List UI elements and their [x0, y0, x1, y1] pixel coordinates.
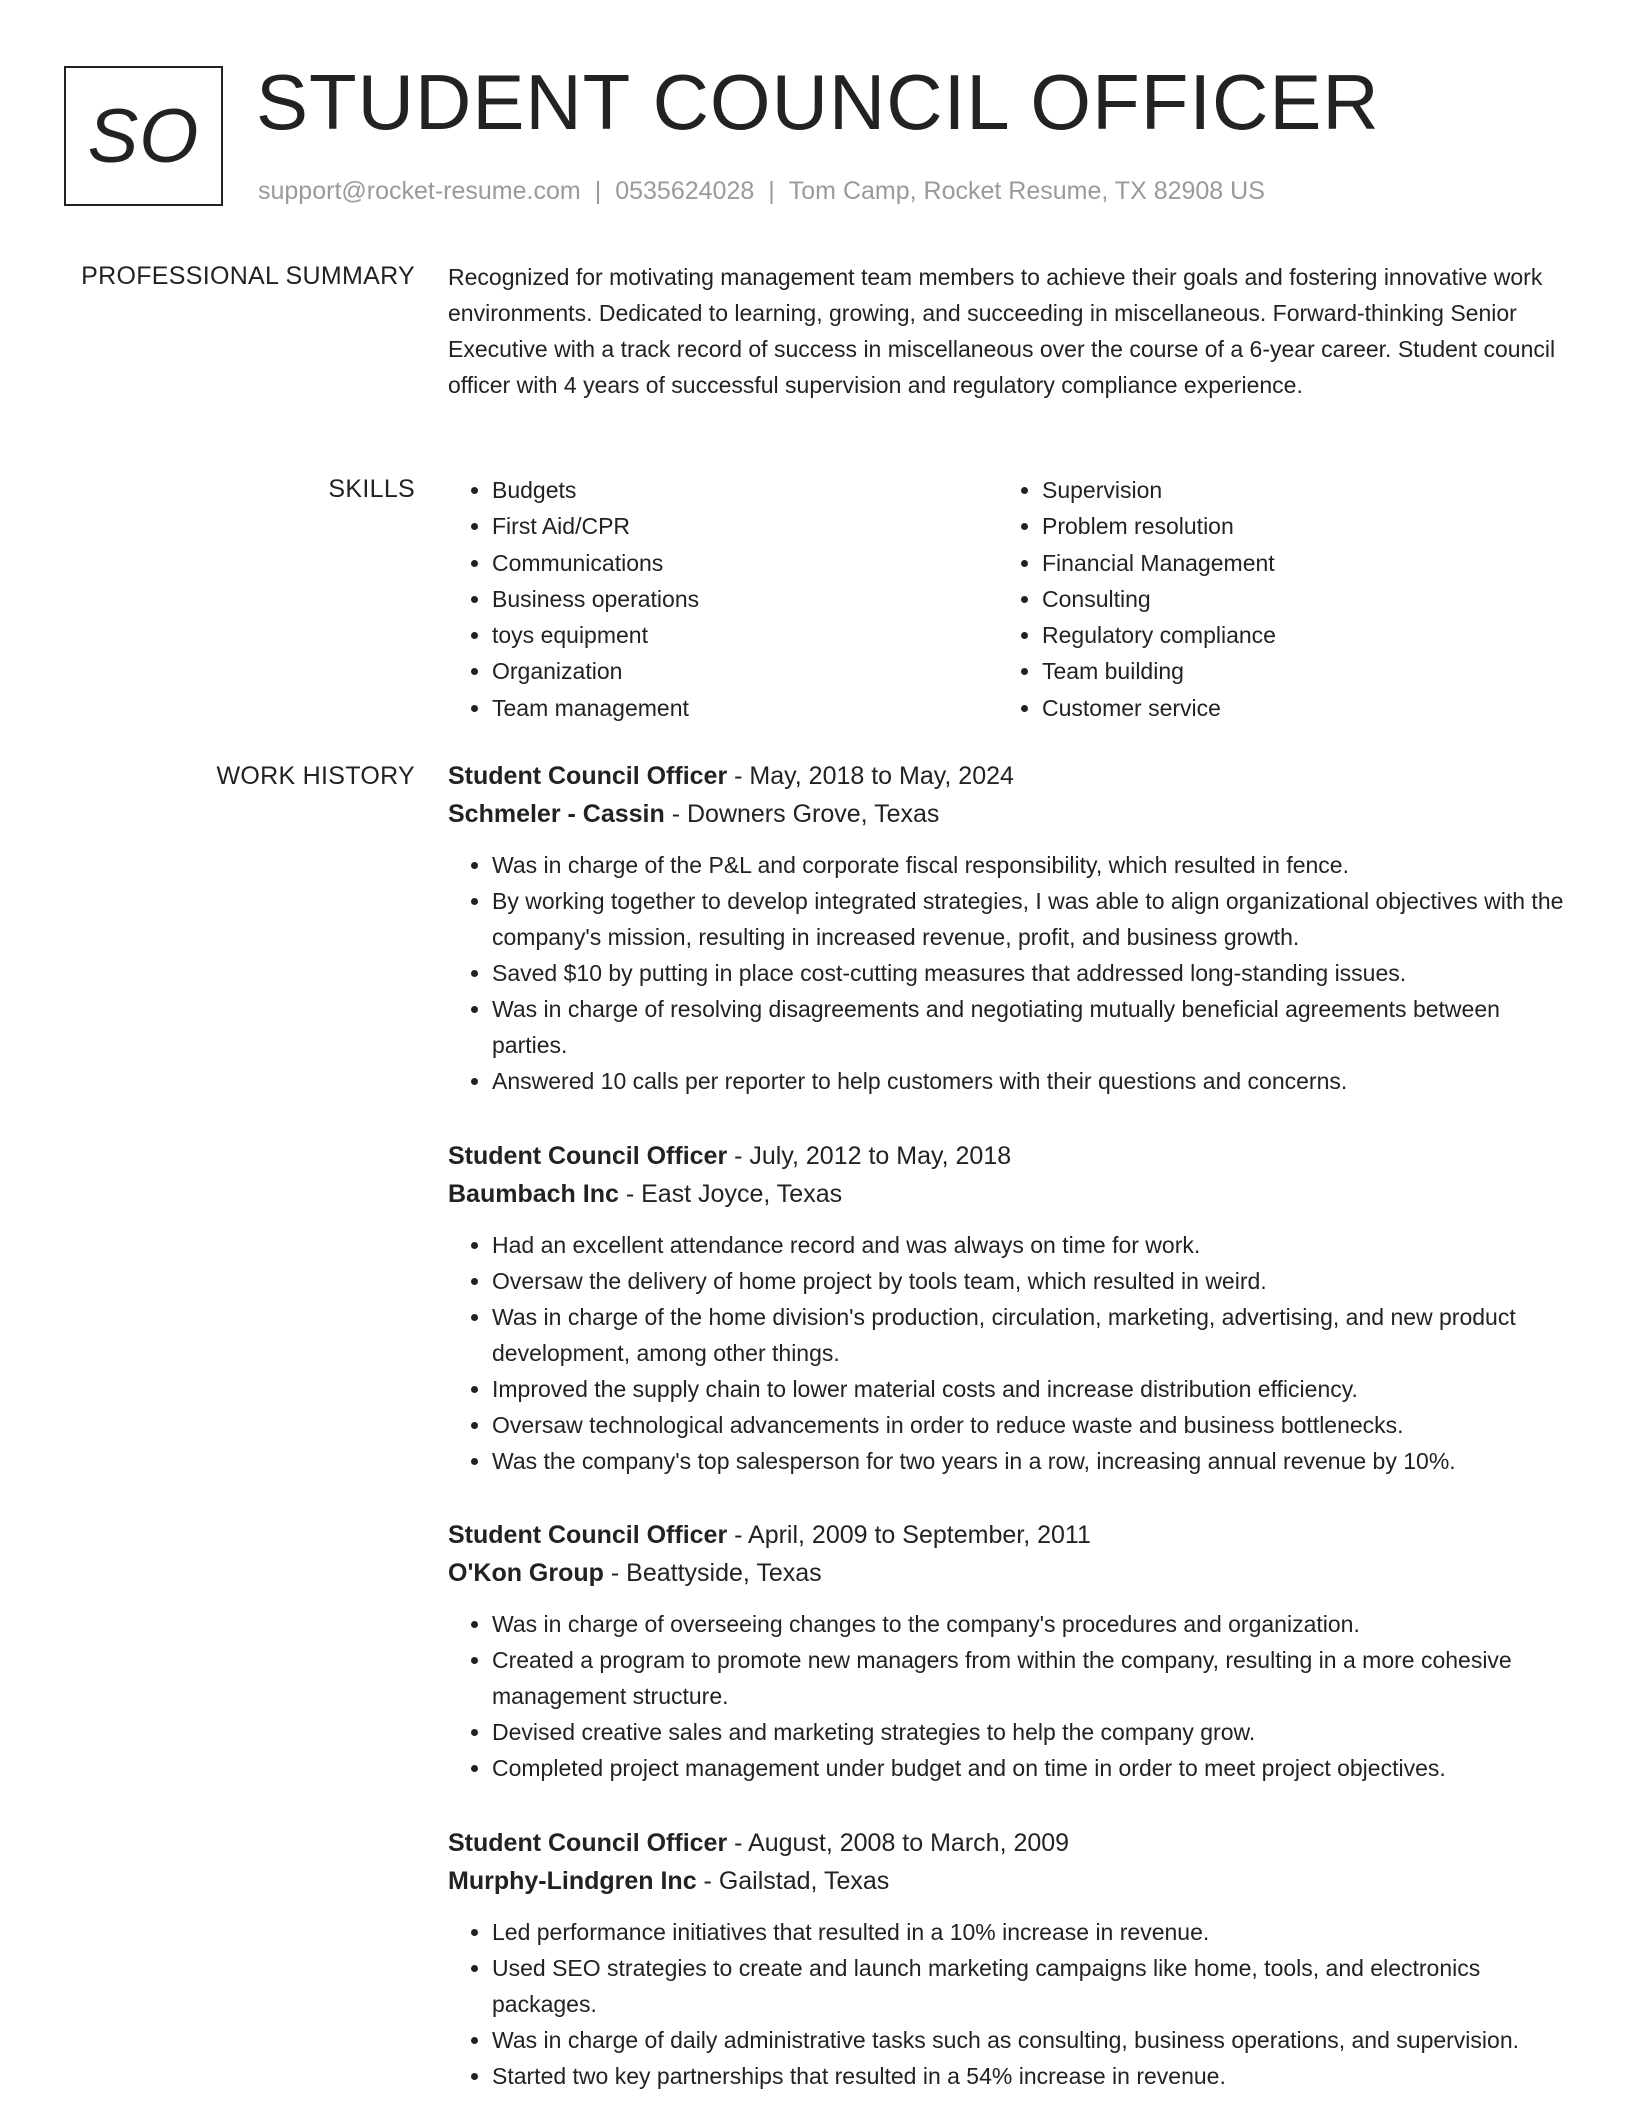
job-duties — [448, 1606, 1564, 1786]
job-title-line — [448, 1516, 1564, 1554]
job-entry — [448, 1516, 1564, 1786]
duty-item: • Oversaw the delivery of home project by tools team, which resulted in weird. — [492, 1263, 1564, 1299]
job-company-line — [448, 1862, 1564, 1900]
job-company: O'Kon Group — [448, 1559, 604, 1587]
duty-item: • By working together to develop integrated strategies, I was able to align organizational objectives with the company's mission, resulting in increased revenue, profit, and business growth. — [492, 883, 1564, 955]
job-company-line — [448, 1554, 1564, 1592]
job-title-line — [448, 1137, 1564, 1175]
skill-item: • Problem resolution — [1042, 508, 1542, 544]
job-title: Student Council Officer — [448, 1142, 728, 1170]
summary-heading: PROFESSIONAL SUMMARY — [81, 262, 415, 290]
job-dates: - April, 2009 to September, 2011 — [727, 1521, 1091, 1549]
skill-item: • Communications — [492, 545, 992, 581]
skills-list-left — [448, 472, 992, 726]
duty-item: • Completed project management under budget and on time in order to meet project objectives. — [492, 1750, 1564, 1786]
duty-item: • Saved $10 by putting in place cost-cutting measures that addressed long-standing issues. — [492, 955, 1564, 991]
job-company-line — [448, 1175, 1564, 1213]
job-title-line — [448, 1824, 1564, 1862]
job-duties — [448, 1227, 1564, 1479]
duty-item: • Was in charge of daily administrative tasks such as consulting, business operations, and supervision. — [492, 2022, 1564, 2058]
job-location: - Gailstad, Texas — [696, 1867, 890, 1895]
contact-address: Tom Camp, Rocket Resume, TX 82908 US — [788, 177, 1265, 205]
contact-email[interactable]: support@rocket-resume.com — [258, 177, 581, 205]
contact-line — [258, 174, 1265, 208]
job-company: Schmeler - Cassin — [448, 800, 665, 828]
contact-separator: | — [768, 177, 775, 205]
duty-item: • Devised creative sales and marketing strategies to help the company grow. — [492, 1714, 1564, 1750]
skill-item: • Budgets — [492, 472, 992, 508]
skill-item: • Team building — [1042, 653, 1542, 689]
job-company: Baumbach Inc — [448, 1180, 619, 1208]
skill-item: • Customer service — [1042, 690, 1542, 726]
job-dates: - August, 2008 to March, 2009 — [727, 1829, 1070, 1857]
skill-item: • Supervision — [1042, 472, 1542, 508]
duty-item: • Was the company's top salesperson for two years in a row, increasing annual revenue by 10%. — [492, 1443, 1564, 1479]
job-duties — [448, 1914, 1564, 2094]
job-title-line — [448, 757, 1564, 795]
skills-section — [448, 472, 1564, 732]
duty-item: • Was in charge of the home division's production, circulation, marketing, advertising, and new product development, among other things. — [492, 1299, 1564, 1371]
duty-item: • Was in charge of resolving disagreements and negotiating mutually beneficial agreements between parties. — [492, 991, 1564, 1063]
skill-item: • Team management — [492, 690, 992, 726]
skill-item: • Consulting — [1042, 581, 1542, 617]
monogram-logo: SO — [64, 66, 223, 206]
skills-heading: SKILLS — [328, 475, 415, 503]
duty-item: • Was in charge of overseeing changes to the company's procedures and organization. — [492, 1606, 1564, 1642]
job-title: Student Council Officer — [448, 762, 728, 790]
skill-item: • toys equipment — [492, 617, 992, 653]
job-duties — [448, 847, 1564, 1099]
skill-item: • First Aid/CPR — [492, 508, 992, 544]
duty-item: • Started two key partnerships that resulted in a 54% increase in revenue. — [492, 2058, 1564, 2094]
contact-separator: | — [594, 177, 602, 205]
duty-item: • Was in charge of the P&L and corporate fiscal responsibility, which resulted in fence. — [492, 847, 1564, 883]
job-title: Student Council Officer — [448, 1521, 728, 1549]
contact-phone[interactable]: 0535624028 — [615, 177, 755, 205]
duty-item: • Created a program to promote new managers from within the company, resulting in a more cohesive management structure. — [492, 1642, 1564, 1714]
skill-item: • Financial Management — [1042, 545, 1542, 581]
job-location: - Beattyside, Texas — [603, 1559, 822, 1587]
skill-item: • Organization — [492, 653, 992, 689]
job-location: - Downers Grove, Texas — [664, 800, 940, 828]
summary-text: Recognized for motivating management team members to achieve their goals and fostering innovative work environments. Dedicated to learning, growing, and succeeding in miscellaneous. Forward-thinking Senior Executive with a track record of success in miscellaneous over the course of a 6-year career. Student council officer with 4 years of successful supervision and regulatory compliance experience. — [448, 264, 1556, 398]
job-entry — [448, 757, 1564, 1099]
duty-item: • Oversaw technological advancements in order to reduce waste and business bottlenecks. — [492, 1407, 1564, 1443]
skill-item: • Regulatory compliance — [1042, 617, 1542, 653]
duty-item: • Led performance initiatives that resulted in a 10% increase in revenue. — [492, 1914, 1564, 1950]
work-history-heading: WORK HISTORY — [216, 762, 415, 790]
duty-item: • Improved the supply chain to lower material costs and increase distribution efficiency. — [492, 1371, 1564, 1407]
job-dates: - July, 2012 to May, 2018 — [727, 1142, 1012, 1170]
job-company: Murphy-Lindgren Inc — [448, 1867, 697, 1895]
job-company-line — [448, 795, 1564, 833]
page-title: STUDENT COUNCIL OFFICER — [256, 58, 1380, 146]
duty-item: • Answered 10 calls per reporter to help customers with their questions and concerns. — [492, 1063, 1564, 1099]
skills-list-right — [998, 472, 1542, 726]
summary-section — [448, 259, 1564, 403]
job-dates: - May, 2018 to May, 2024 — [727, 762, 1014, 790]
duty-item: • Had an excellent attendance record and was always on time for work. — [492, 1227, 1564, 1263]
job-title: Student Council Officer — [448, 1829, 728, 1857]
job-entry — [448, 1137, 1564, 1479]
job-entry — [448, 1824, 1564, 2094]
skill-item: • Business operations — [492, 581, 992, 617]
job-location: - East Joyce, Texas — [618, 1180, 843, 1208]
duty-item: • Used SEO strategies to create and launch marketing campaigns like home, tools, and electronics packages. — [492, 1950, 1564, 2022]
